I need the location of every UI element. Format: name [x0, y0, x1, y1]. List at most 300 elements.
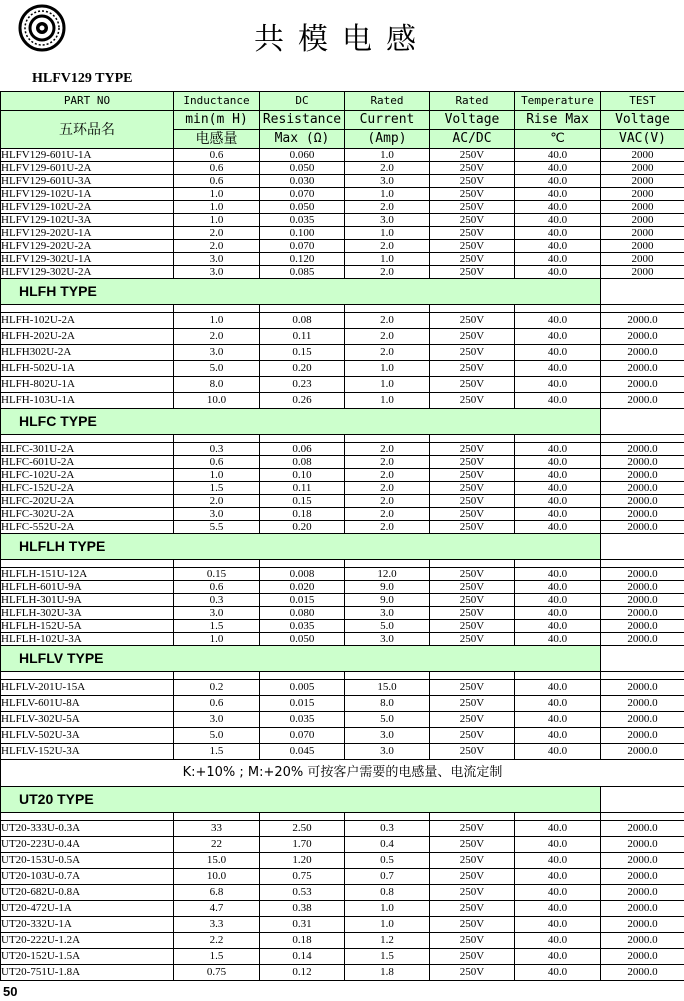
table-cell: 0.08 [260, 313, 345, 329]
page-title: 共模电感 [254, 22, 430, 57]
table-cell: 3.0 [345, 214, 430, 227]
header-cell: VAC(V) [601, 130, 684, 149]
table-cell: 5.0 [345, 712, 430, 728]
part-number-cell: HLFV129-202U-1A [1, 227, 174, 240]
part-number-cell: HLFV129-302U-2A [1, 266, 174, 279]
table-cell: 40.0 [515, 521, 601, 534]
table-cell: 250V [430, 712, 515, 728]
table-cell: 250V [430, 633, 515, 646]
table-cell: 2.0 [345, 456, 430, 469]
table-cell: 250V [430, 594, 515, 607]
table-cell: 2.2 [174, 933, 260, 949]
table-row [1, 933, 684, 949]
table-cell: 1.0 [174, 633, 260, 646]
table-row [1, 837, 684, 853]
table-cell: 3.0 [345, 744, 430, 760]
spacer-cell [345, 305, 430, 313]
part-number-cell: HLFH-103U-1A [1, 393, 174, 409]
table-cell: 1.5 [174, 744, 260, 760]
spacer-cell [345, 672, 430, 680]
header-cell: Voltage [430, 111, 515, 130]
table-cell: 10.0 [174, 393, 260, 409]
section-title-hlflh: HLFLH TYPE [1, 534, 601, 560]
part-number-cell: HLFLV-201U-15A [1, 680, 174, 696]
section-title-hlfc: HLFC TYPE [1, 409, 601, 435]
table-cell: 40.0 [515, 620, 601, 633]
table-cell: 0.7 [345, 869, 430, 885]
table-cell: 40.0 [515, 965, 601, 981]
table-row [1, 443, 684, 456]
header-cell: DC [260, 92, 345, 111]
table-cell: 0.020 [260, 581, 345, 594]
part-number-cell: HLFC-102U-2A [1, 469, 174, 482]
table-cell: 250V [430, 214, 515, 227]
table-cell: 2000.0 [601, 482, 684, 495]
table-cell: 250V [430, 201, 515, 214]
table-cell: 2000.0 [601, 393, 684, 409]
table-row [1, 149, 684, 162]
table-cell: 0.6 [174, 696, 260, 712]
table-cell: 3.3 [174, 917, 260, 933]
table-row [1, 329, 684, 345]
spacer-cell [515, 435, 601, 443]
table-cell: 2000 [601, 149, 684, 162]
table-cell: 3.0 [174, 712, 260, 728]
part-number-cell: HLFV129-102U-3A [1, 214, 174, 227]
table-cell: 40.0 [515, 901, 601, 917]
header-cell: Rise Max [515, 111, 601, 130]
table-cell: 40.0 [515, 933, 601, 949]
section-title-ut20: UT20 TYPE [1, 787, 601, 813]
table-cell: 40.0 [515, 917, 601, 933]
table-cell: 0.11 [260, 329, 345, 345]
section-header-row [1, 646, 684, 672]
table-cell: 2000.0 [601, 728, 684, 744]
table-row [1, 188, 684, 201]
table-cell: 0.23 [260, 377, 345, 393]
table-cell: 0.53 [260, 885, 345, 901]
table-cell: 3.0 [345, 633, 430, 646]
table-cell: 0.75 [260, 869, 345, 885]
table-cell: 250V [430, 443, 515, 456]
table-cell: 40.0 [515, 594, 601, 607]
table-cell: 250V [430, 869, 515, 885]
table-cell: 2000.0 [601, 456, 684, 469]
table-cell: 250V [430, 744, 515, 760]
spacer-cell [260, 813, 345, 821]
spacer-cell [174, 672, 260, 680]
table-cell: 250V [430, 680, 515, 696]
part-number-cell: HLFC-552U-2A [1, 521, 174, 534]
table-cell: 250V [430, 240, 515, 253]
table-cell: 40.0 [515, 680, 601, 696]
spacer-cell [430, 560, 515, 568]
table-cell: 250V [430, 175, 515, 188]
spacer-cell [1, 435, 174, 443]
table-row [1, 227, 684, 240]
table-row [1, 712, 684, 728]
table-row [1, 949, 684, 965]
spacer-cell [1, 305, 174, 313]
table-cell: 0.06 [260, 443, 345, 456]
table-cell: 250V [430, 456, 515, 469]
spec-table [0, 91, 684, 981]
table-cell: 1.0 [174, 214, 260, 227]
table-cell: 0.008 [260, 568, 345, 581]
table-cell: 250V [430, 620, 515, 633]
section-title-hlfv129: HLFV129 TYPE [32, 71, 133, 86]
part-number-cell: HLFV129-601U-2A [1, 162, 174, 175]
section-header-row [1, 279, 684, 305]
table-cell: 2.0 [345, 521, 430, 534]
table-cell: 1.0 [345, 227, 430, 240]
table-cell: 2000.0 [601, 696, 684, 712]
part-number-cell: HLFV129-601U-3A [1, 175, 174, 188]
table-cell: 2000.0 [601, 917, 684, 933]
table-cell: 2000 [601, 253, 684, 266]
table-cell: 0.11 [260, 482, 345, 495]
table-cell: 0.005 [260, 680, 345, 696]
table-cell: 40.0 [515, 821, 601, 837]
table-cell: 2.0 [345, 508, 430, 521]
table-cell: 2000.0 [601, 594, 684, 607]
table-cell: 0.070 [260, 240, 345, 253]
part-number-cell: HLFC-302U-2A [1, 508, 174, 521]
table-cell: 40.0 [515, 201, 601, 214]
spacer-cell [601, 305, 684, 313]
part-number-cell: HLFH302U-2A [1, 345, 174, 361]
table-cell: 3.0 [174, 607, 260, 620]
spacer-cell [260, 435, 345, 443]
part-number-cell: HLFH-102U-2A [1, 313, 174, 329]
table-row [1, 175, 684, 188]
table-cell: 40.0 [515, 329, 601, 345]
table-cell: 2000.0 [601, 313, 684, 329]
table-cell: 0.6 [174, 175, 260, 188]
header-cell: Inductance [174, 92, 260, 111]
table-cell: 2000.0 [601, 885, 684, 901]
table-cell: 9.0 [345, 594, 430, 607]
table-cell: 250V [430, 377, 515, 393]
section-header-blank [601, 409, 684, 435]
table-cell: 2000.0 [601, 901, 684, 917]
header-cell: min(m H) [174, 111, 260, 130]
table-cell: 2.0 [174, 240, 260, 253]
table-row [1, 917, 684, 933]
table-cell: 250V [430, 162, 515, 175]
spacer-cell [174, 560, 260, 568]
table-cell: 2000.0 [601, 377, 684, 393]
table-cell: 1.0 [345, 393, 430, 409]
table-row [1, 469, 684, 482]
part-number-cell: HLFLH-102U-3A [1, 633, 174, 646]
table-cell: 40.0 [515, 266, 601, 279]
table-row [1, 253, 684, 266]
table-cell: 250V [430, 469, 515, 482]
spacer-cell [345, 435, 430, 443]
table-cell: 2000.0 [601, 607, 684, 620]
part-number-cell: HLFC-202U-2A [1, 495, 174, 508]
spacer-cell [601, 435, 684, 443]
table-cell: 2.0 [345, 329, 430, 345]
table-cell: 250V [430, 821, 515, 837]
table-cell: 1.0 [345, 149, 430, 162]
part-number-cell: UT20-751U-1.8A [1, 965, 174, 981]
table-cell: 0.015 [260, 696, 345, 712]
table-cell: 40.0 [515, 175, 601, 188]
table-cell: 2000.0 [601, 949, 684, 965]
part-number-cell: HLFLV-601U-8A [1, 696, 174, 712]
table-cell: 2000.0 [601, 568, 684, 581]
table-cell: 0.015 [260, 594, 345, 607]
table-cell: 40.0 [515, 607, 601, 620]
table-cell: 0.070 [260, 728, 345, 744]
table-cell: 40.0 [515, 712, 601, 728]
header-cell: Resistance [260, 111, 345, 130]
table-cell: 0.035 [260, 214, 345, 227]
table-row [1, 568, 684, 581]
table-cell: 2000.0 [601, 821, 684, 837]
header-cell: Max (Ω) [260, 130, 345, 149]
table-cell: 0.15 [260, 345, 345, 361]
table-cell: 2000.0 [601, 712, 684, 728]
section-title-hlfh: HLFH TYPE [1, 279, 601, 305]
spacer-cell [1, 672, 174, 680]
table-cell: 0.10 [260, 469, 345, 482]
table-cell: 250V [430, 482, 515, 495]
spacer-cell [430, 813, 515, 821]
table-cell: 2000.0 [601, 329, 684, 345]
table-cell: 3.0 [174, 508, 260, 521]
table-cell: 2000 [601, 188, 684, 201]
table-cell: 40.0 [515, 162, 601, 175]
part-number-cell: UT20-152U-1.5A [1, 949, 174, 965]
table-row [1, 853, 684, 869]
table-cell: 2000 [601, 214, 684, 227]
table-cell: 250V [430, 495, 515, 508]
table-cell: 0.035 [260, 712, 345, 728]
table-cell: 0.070 [260, 188, 345, 201]
table-cell: 0.035 [260, 620, 345, 633]
header-row-1 [1, 92, 684, 111]
part-number-cell: HLFH-502U-1A [1, 361, 174, 377]
table-cell: 1.5 [174, 482, 260, 495]
table-cell: 3.0 [174, 266, 260, 279]
page-number: 50 [3, 984, 18, 999]
table-cell: 0.6 [174, 456, 260, 469]
spacer-cell [430, 672, 515, 680]
part-number-cell: HLFC-152U-2A [1, 482, 174, 495]
table-cell: 2.50 [260, 821, 345, 837]
header-cell: (Amp) [345, 130, 430, 149]
table-cell: 5.0 [174, 361, 260, 377]
table-cell: 5.0 [345, 620, 430, 633]
table-cell: 2000.0 [601, 581, 684, 594]
spec-table-body [1, 92, 684, 981]
table-row [1, 620, 684, 633]
part-number-cell: HLFV129-102U-2A [1, 201, 174, 214]
table-row [1, 965, 684, 981]
table-cell: 40.0 [515, 443, 601, 456]
table-cell: 250V [430, 965, 515, 981]
table-cell: 40.0 [515, 253, 601, 266]
table-cell: 5.0 [174, 728, 260, 744]
table-row [1, 508, 684, 521]
table-cell: 12.0 [345, 568, 430, 581]
table-row [1, 696, 684, 712]
table-cell: 250V [430, 949, 515, 965]
table-cell: 0.08 [260, 456, 345, 469]
table-cell: 40.0 [515, 149, 601, 162]
table-cell: 0.3 [174, 594, 260, 607]
spacer-cell [515, 560, 601, 568]
tolerance-note: K:+10% ; M:+20% 可按客户需要的电感量、电流定制 [1, 760, 684, 787]
spacer-cell [601, 813, 684, 821]
part-number-cell: HLFLH-151U-12A [1, 568, 174, 581]
table-cell: 3.0 [345, 607, 430, 620]
table-cell: 250V [430, 253, 515, 266]
part-number-cell: HLFLH-152U-5A [1, 620, 174, 633]
table-cell: 2.0 [174, 329, 260, 345]
table-cell: 0.18 [260, 933, 345, 949]
spacer-cell [345, 560, 430, 568]
table-row [1, 521, 684, 534]
table-cell: 1.0 [174, 188, 260, 201]
table-cell: 40.0 [515, 345, 601, 361]
table-cell: 2000.0 [601, 837, 684, 853]
table-cell: 250V [430, 393, 515, 409]
table-cell: 0.6 [174, 149, 260, 162]
table-cell: 1.0 [345, 188, 430, 201]
spacer-cell [515, 672, 601, 680]
part-number-cell: HLFLV-302U-5A [1, 712, 174, 728]
header-cell: TEST [601, 92, 684, 111]
table-cell: 9.0 [345, 581, 430, 594]
table-cell: 0.085 [260, 266, 345, 279]
table-cell: 40.0 [515, 728, 601, 744]
table-cell: 2.0 [345, 240, 430, 253]
table-cell: 3.0 [345, 728, 430, 744]
table-cell: 6.8 [174, 885, 260, 901]
note-row [1, 760, 684, 787]
table-cell: 15.0 [345, 680, 430, 696]
table-cell: 2000 [601, 201, 684, 214]
table-cell: 4.7 [174, 901, 260, 917]
table-cell: 250V [430, 581, 515, 594]
table-cell: 1.5 [174, 949, 260, 965]
part-number-cell: UT20-682U-0.8A [1, 885, 174, 901]
spacer-cell [515, 813, 601, 821]
table-cell: 2000 [601, 175, 684, 188]
table-cell: 0.080 [260, 607, 345, 620]
table-row [1, 495, 684, 508]
table-cell: 2.0 [345, 162, 430, 175]
table-cell: 1.0 [345, 377, 430, 393]
table-cell: 2000.0 [601, 495, 684, 508]
table-cell: 1.0 [345, 901, 430, 917]
table-cell: 0.100 [260, 227, 345, 240]
header-cell: AC/DC [430, 130, 515, 149]
table-cell: 33 [174, 821, 260, 837]
table-cell: 250V [430, 521, 515, 534]
table-cell: 2.0 [345, 495, 430, 508]
header-cell: Rated [345, 92, 430, 111]
table-cell: 2000.0 [601, 933, 684, 949]
part-number-cell: UT20-103U-0.7A [1, 869, 174, 885]
table-cell: 0.20 [260, 521, 345, 534]
table-cell: 40.0 [515, 696, 601, 712]
spacer-row [1, 560, 684, 568]
table-row [1, 581, 684, 594]
table-cell: 40.0 [515, 393, 601, 409]
spacer-cell [430, 305, 515, 313]
part-number-cell: HLFH-202U-2A [1, 329, 174, 345]
table-row [1, 456, 684, 469]
table-cell: 40.0 [515, 495, 601, 508]
table-cell: 40.0 [515, 837, 601, 853]
spacer-row [1, 672, 684, 680]
table-cell: 3.0 [174, 345, 260, 361]
table-cell: 1.0 [174, 201, 260, 214]
section-header-row [1, 409, 684, 435]
table-cell: 0.3 [345, 821, 430, 837]
section-header-blank [601, 646, 684, 672]
table-cell: 0.045 [260, 744, 345, 760]
table-cell: 3.0 [345, 175, 430, 188]
table-cell: 250V [430, 885, 515, 901]
header-cell: Rated [430, 92, 515, 111]
table-cell: 250V [430, 329, 515, 345]
part-number-cell: UT20-222U-1.2A [1, 933, 174, 949]
part-number-cell: HLFV129-202U-2A [1, 240, 174, 253]
spacer-row [1, 435, 684, 443]
table-cell: 40.0 [515, 361, 601, 377]
table-cell: 2000.0 [601, 345, 684, 361]
table-cell: 5.5 [174, 521, 260, 534]
table-cell: 22 [174, 837, 260, 853]
table-cell: 0.18 [260, 508, 345, 521]
table-row [1, 744, 684, 760]
header-cell: PART NO [1, 92, 174, 111]
table-cell: 2000 [601, 240, 684, 253]
table-cell: 250V [430, 361, 515, 377]
spacer-cell [601, 672, 684, 680]
spacer-cell [1, 813, 174, 821]
table-cell: 2.0 [345, 266, 430, 279]
table-row [1, 885, 684, 901]
header-cell: Voltage [601, 111, 684, 130]
table-row [1, 607, 684, 620]
table-cell: 2000 [601, 162, 684, 175]
table-cell: 0.12 [260, 965, 345, 981]
header-row-2 [1, 111, 684, 130]
table-cell: 3.0 [174, 253, 260, 266]
table-row [1, 201, 684, 214]
table-cell: 2.0 [345, 482, 430, 495]
section-header-blank [601, 787, 684, 813]
table-cell: 1.2 [345, 933, 430, 949]
table-cell: 250V [430, 837, 515, 853]
table-cell: 2000.0 [601, 744, 684, 760]
section-header-row [1, 534, 684, 560]
part-number-cell: HLFC-301U-2A [1, 443, 174, 456]
table-cell: 2000.0 [601, 521, 684, 534]
table-row [1, 240, 684, 253]
part-number-cell: HLFV129-102U-1A [1, 188, 174, 201]
spacer-cell [260, 672, 345, 680]
spacer-cell [260, 560, 345, 568]
table-cell: 2000.0 [601, 508, 684, 521]
